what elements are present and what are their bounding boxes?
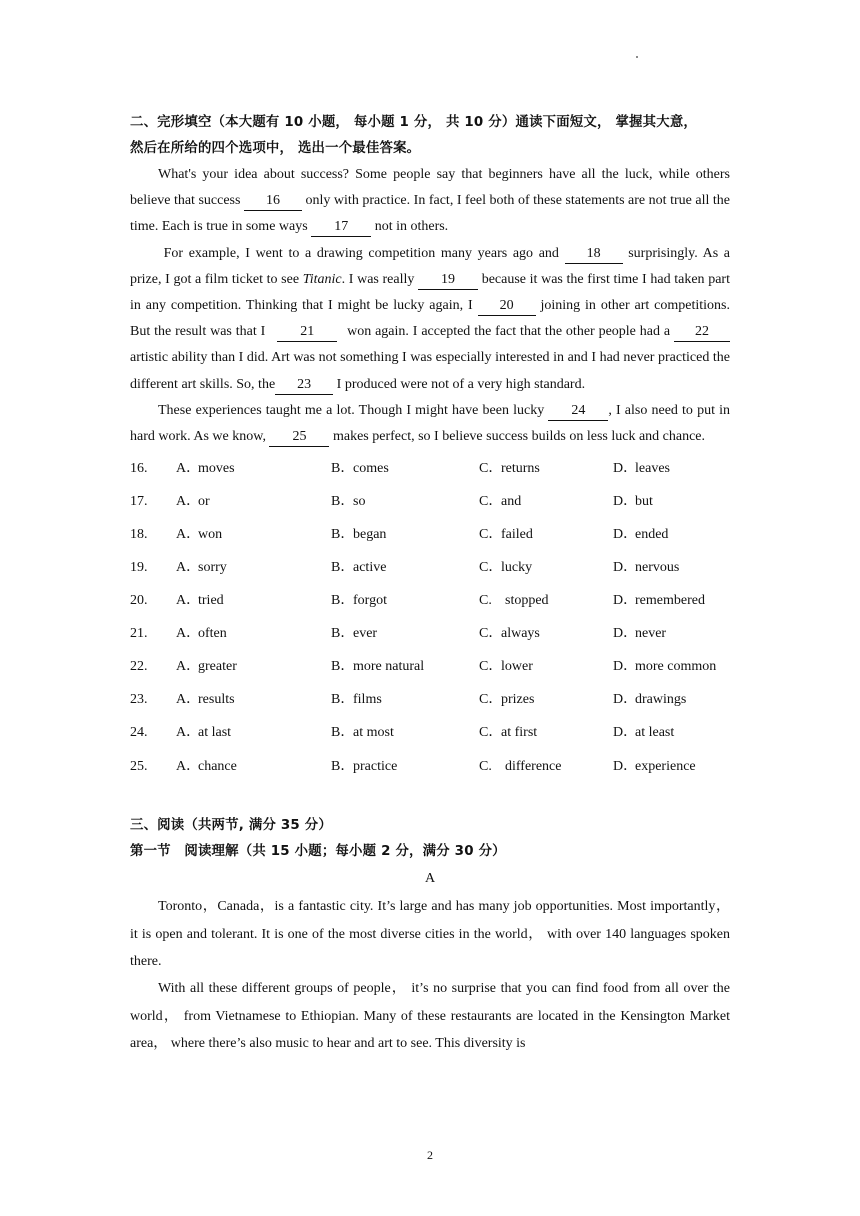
option-text: more common: [635, 659, 717, 675]
option-a: [176, 654, 331, 680]
option-letter: D．: [613, 593, 638, 609]
option-text: results: [198, 692, 235, 708]
option-text: at first: [501, 725, 538, 741]
question-options: [130, 452, 730, 783]
option-text: comes: [353, 460, 389, 476]
option-a: [176, 687, 331, 713]
question-row: [130, 552, 730, 585]
option-text: prizes: [501, 692, 535, 708]
cloze-paragraph-1: [130, 162, 730, 241]
option-text: films: [353, 692, 382, 708]
section2-heading-line1: 二、完形填空（本大题有 10 小题， 每小题 1 分， 共 10 分）通读下面短文， 掌握其大意，: [130, 115, 698, 130]
question-number: 24.: [130, 725, 148, 741]
option-text: returns: [501, 460, 540, 476]
option-letter: C．: [479, 659, 503, 675]
option-letter: B．: [331, 659, 355, 675]
option-text: ended: [635, 526, 669, 542]
option-a: [176, 555, 331, 581]
option-b: [331, 654, 479, 680]
option-d: [613, 687, 730, 713]
blank-16: 16: [244, 192, 302, 211]
option-d: [613, 654, 730, 680]
option-letter: B．: [331, 758, 355, 774]
option-d: [613, 555, 730, 581]
option-text: and: [501, 493, 522, 509]
option-text: forgot: [353, 593, 387, 609]
option-letter: A．: [176, 659, 201, 675]
cloze-paragraph-2: [130, 241, 730, 398]
option-text: difference: [505, 758, 562, 774]
option-letter: A．: [176, 725, 201, 741]
blank-25: 25: [269, 428, 329, 447]
option-text: chance: [198, 758, 237, 774]
option-text: lower: [501, 659, 533, 675]
option-letter: B．: [331, 626, 355, 642]
question-row: [130, 684, 730, 717]
option-letter: A．: [176, 559, 201, 575]
option-c: [479, 621, 613, 647]
option-letter: D．: [613, 758, 638, 774]
text: . I was really: [341, 271, 419, 287]
option-b: [331, 456, 479, 482]
option-c: [479, 489, 613, 515]
option-a: [176, 522, 331, 548]
scan-dot: [636, 56, 638, 58]
question-number: 20.: [130, 593, 148, 609]
option-letter: D．: [613, 692, 638, 708]
option-text: tried: [198, 593, 224, 609]
option-text: or: [198, 493, 210, 509]
question-row: [130, 518, 730, 551]
question-row: [130, 452, 730, 485]
option-b: [331, 687, 479, 713]
text: These experiences taught me a lot. Though I might have been lucky: [158, 402, 549, 418]
option-c: [479, 754, 613, 780]
text: For example, I went to a drawing competition many years ago and: [163, 245, 565, 261]
option-text: began: [353, 526, 387, 542]
section3: [130, 813, 730, 1057]
option-letter: A．: [176, 626, 201, 642]
question-row: [130, 618, 730, 651]
text: What's your idea about success? Some people say that beginners have all the luck, while others believe that success: [130, 167, 730, 209]
option-text: sorry: [198, 559, 227, 575]
question-row: [130, 717, 730, 750]
film-title: Titanic: [302, 271, 342, 287]
cloze-paragraph-3: [130, 398, 730, 450]
option-d: [613, 456, 730, 482]
option-text: but: [635, 493, 653, 509]
option-letter: B．: [331, 725, 355, 741]
option-letter: A．: [176, 758, 201, 774]
option-text: practice: [353, 758, 398, 774]
option-c: [479, 555, 613, 581]
page-content: [130, 110, 730, 1058]
option-text: moves: [198, 460, 235, 476]
option-letter: B．: [331, 559, 355, 575]
text: not in others.: [371, 219, 449, 235]
option-text: drawings: [635, 692, 687, 708]
option-letter: D．: [613, 460, 638, 476]
option-text: failed: [501, 526, 533, 542]
option-b: [331, 621, 479, 647]
question-row: [130, 585, 730, 618]
text: makes perfect, so I believe success builds on less luck and chance.: [329, 429, 706, 445]
option-b: [331, 555, 479, 581]
option-text: always: [501, 626, 540, 642]
option-d: [613, 621, 730, 647]
reading-paragraph-2: With all these different groups of people， it’s no surprise that you can find food from all over the world， from Vietnamese to Ethiopian. Many of these restaurants are located in the Kensington Market area， where there’s also music to hear and art to see. This diversity is: [130, 981, 730, 1052]
option-c: [479, 522, 613, 548]
blank-23: 23: [275, 376, 333, 395]
option-text: at most: [353, 725, 394, 741]
option-text: experience: [635, 758, 696, 774]
option-text: active: [353, 559, 387, 575]
blank-17: 17: [311, 218, 371, 237]
option-letter: C．: [479, 725, 503, 741]
question-number: 23.: [130, 692, 148, 708]
page-number: 2: [427, 1148, 433, 1162]
option-d: [613, 522, 730, 548]
question-number: 18.: [130, 526, 148, 542]
option-letter: B．: [331, 692, 355, 708]
option-d: [613, 754, 730, 780]
question-number: 22.: [130, 659, 148, 675]
option-letter: C．: [479, 559, 503, 575]
option-letter: D．: [613, 493, 638, 509]
text: artistic ability than I did. Art was not something I was especially interested in and I had never practiced the different art skills. So, the: [130, 350, 730, 392]
option-text: greater: [198, 659, 237, 675]
question-row: [130, 485, 730, 518]
option-letter: A．: [176, 526, 201, 542]
option-a: [176, 720, 331, 746]
option-c: [479, 687, 613, 713]
text: joining in other art competitions. But the result was that I: [130, 298, 730, 340]
option-text: leaves: [635, 460, 670, 476]
question-row: [130, 651, 730, 684]
option-d: [613, 720, 730, 746]
option-a: [176, 456, 331, 482]
question-number: 19.: [130, 559, 148, 575]
option-text: stopped: [505, 593, 549, 609]
option-text: ever: [353, 626, 378, 642]
option-text: remembered: [635, 593, 705, 609]
option-letter: D．: [613, 559, 638, 575]
option-letter: B．: [331, 593, 355, 609]
option-a: [176, 588, 331, 614]
text: because it was the first time I had taken part in any competition. Thinking that I might be lucky again, I: [130, 271, 730, 314]
option-letter: D．: [613, 526, 638, 542]
option-text: so: [353, 493, 366, 509]
text: , I also need to put in hard work. As we know,: [130, 402, 730, 445]
option-text: more natural: [353, 659, 425, 675]
option-b: [331, 720, 479, 746]
section2-heading: [130, 110, 730, 162]
option-a: [176, 621, 331, 647]
option-letter: C．: [479, 460, 503, 476]
blank-21: 21: [277, 323, 337, 342]
question-number: 25.: [130, 758, 148, 774]
option-letter: B．: [331, 460, 355, 476]
option-letter: A．: [176, 593, 201, 609]
option-letter: B．: [331, 526, 355, 542]
option-letter: C．: [479, 626, 503, 642]
reading-paragraph-1: Toronto，Canada，is a fantastic city. It’s large and has many job opportunities. Most importantly， it is open and tolerant. It is one of the most diverse cities in the world， with over 140 languages spoken there.: [130, 899, 730, 969]
option-a: [176, 754, 331, 780]
option-letter: C．: [479, 493, 503, 509]
option-d: [613, 588, 730, 614]
option-b: [331, 588, 479, 614]
blank-20: 20: [478, 297, 536, 316]
option-text: often: [198, 626, 227, 642]
option-letter: A．: [176, 493, 201, 509]
option-text: never: [635, 626, 667, 642]
section3-subheading: 第一节 阅读理解（共 15 小题；每小题 2 分，满分 30 分）: [130, 844, 506, 860]
option-c: [479, 654, 613, 680]
option-text: won: [198, 526, 223, 542]
option-letter: D．: [613, 659, 638, 675]
option-c: [479, 720, 613, 746]
option-b: [331, 522, 479, 548]
option-text: at least: [635, 725, 675, 741]
text: I produced were not of a very high standard.: [333, 376, 586, 392]
option-d: [613, 489, 730, 515]
option-letter: B．: [331, 493, 355, 509]
text: won again. I accepted the fact that the other people had a: [343, 324, 674, 340]
option-letter: D．: [613, 626, 638, 642]
passage-letter: A: [424, 871, 436, 887]
section2-heading-line2: 然后在所给的四个选项中， 选出一个最佳答案。: [130, 141, 421, 156]
option-c: [479, 588, 613, 614]
option-text: nervous: [635, 559, 680, 575]
option-text: lucky: [501, 559, 533, 575]
option-letter: C.: [479, 593, 492, 609]
blank-19: 19: [418, 271, 478, 290]
blank-22: 22: [674, 323, 730, 342]
section3-heading: 三、阅读（共两节, 满分 35 分）: [130, 818, 332, 834]
blank-18: 18: [565, 245, 623, 264]
option-letter: C.: [479, 758, 492, 774]
question-number: 17.: [130, 493, 148, 509]
question-row: [130, 750, 730, 783]
option-letter: C．: [479, 692, 503, 708]
text: only with practice. In fact, I feel both of these statements are not true all the time. Each is true in some ways: [130, 193, 730, 235]
option-b: [331, 754, 479, 780]
option-a: [176, 489, 331, 515]
option-text: at last: [198, 725, 232, 741]
blank-24: 24: [548, 402, 608, 421]
text: surprisingly. As a prize, I got a film ticket to see: [130, 245, 731, 287]
option-b: [331, 489, 479, 515]
option-letter: C．: [479, 526, 503, 542]
option-letter: A．: [176, 460, 201, 476]
question-number: 21.: [130, 626, 148, 642]
question-number: 16.: [130, 460, 148, 476]
option-letter: A．: [176, 692, 201, 708]
option-c: [479, 456, 613, 482]
option-letter: D．: [613, 725, 638, 741]
